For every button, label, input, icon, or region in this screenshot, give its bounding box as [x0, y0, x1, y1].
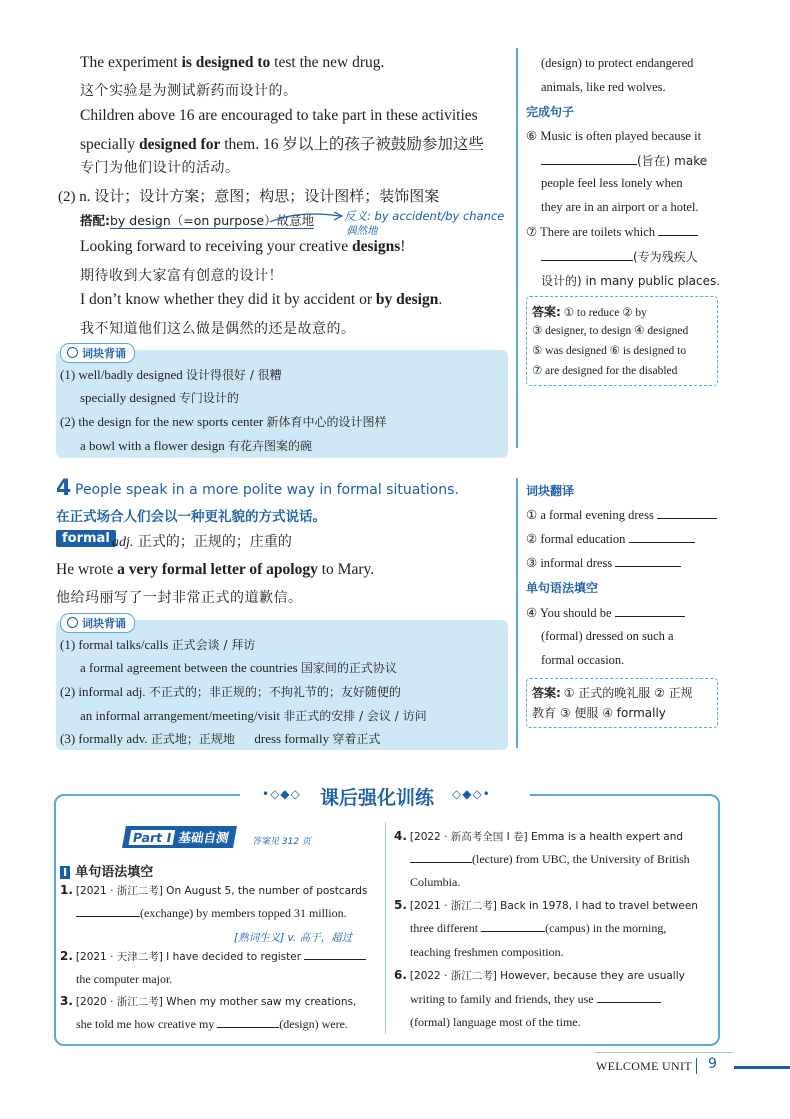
exercise-q1-line-2: (exchange) by members topped 31 million.: [76, 906, 347, 921]
arrow-icon: [268, 208, 348, 228]
footer-accent-bar: [734, 1066, 790, 1069]
side1-line-2: animals, like red wolves.: [541, 80, 666, 94]
example-translation-3: 期待收到大家富有创意的设计！: [80, 268, 283, 284]
exercise-q5-line-3: teaching freshmen composition.: [410, 945, 564, 959]
formal-example: He wrote a very formal letter of apology to Mary.: [56, 561, 375, 578]
example-sentence-2: Children above 16 are encouraged to take part in these activities: [80, 107, 478, 124]
exercise-q5-line-2: three different (campus) in the morning,: [410, 921, 667, 935]
side1-answer-line-1: 答案: ① to reduce ② by: [532, 305, 647, 319]
exercise-q6-line-2: writing to family and friends, they use: [410, 992, 661, 1007]
section-translation: 在正式场合人们会以一种更礼貌的方式说话。: [56, 509, 326, 525]
vocab1-line-3: (2) the design for the new sports center 新体育中心的设计图样: [60, 414, 387, 429]
side2-q2: ② formal education: [526, 531, 695, 547]
side1-answer-line-4: ⑦ are designed for the disabled: [532, 365, 678, 377]
side2-heading-1: 词块翻译: [526, 484, 575, 498]
side2-answer-line-2: 教育 ③ 便服 ④ formally: [532, 706, 666, 720]
example-sentence-2-cont: specially designed for them. 16 岁以上的孩子被鼓励参加这些: [80, 136, 484, 153]
answer-reference: 答案见 312 页: [252, 837, 311, 847]
exercise-q3-line-1: 3. [2020 · 浙江二考] When my mother saw my creations,: [60, 994, 357, 1008]
section-number: 4: [56, 476, 72, 501]
side1-answer-line-3: ⑤ was designed ⑥ is designed to: [532, 345, 687, 357]
side1-q7-line-3: 设计的) in many public places.: [541, 274, 721, 288]
exercise-q1-note: [熟词生义] v. 高于，超过: [234, 932, 353, 944]
vocab-tag-2: 词块背诵: [60, 613, 135, 633]
side1-q6-line-1: ⑥ Music is often played because it: [526, 129, 702, 143]
side2-q1: ① a formal evening dress: [526, 507, 717, 523]
side1-line-1: (design) to protect endangered: [541, 56, 694, 70]
side1-answer-line-2: ③ designer, to design ④ designed: [532, 325, 689, 337]
exercise-q2-line-1: 2. [2021 · 天津二考] I have decided to register: [60, 949, 366, 964]
side2-q4-line-1: ④ You should be: [526, 605, 685, 621]
side2-answer-line-1: 答案: ① 正式的晚礼服 ② 正规: [532, 686, 693, 700]
side1-q6-line-3: people feel less lonely when: [541, 176, 683, 190]
side2-heading-2: 单句语法填空: [526, 581, 599, 595]
subsection-title: Ⅰ 单句语法填空: [60, 861, 153, 880]
vocab-tag-1: 词块背诵: [60, 343, 135, 363]
side2-q4-line-2: (formal) dressed on such a: [541, 629, 674, 643]
exercise-q1-line-1: 1. [2021 · 浙江二考] On August 5, the number of postcards: [60, 883, 368, 897]
side1-q7-line-1: ⑦ There are toilets which: [526, 224, 698, 240]
exercise-q3-line-2: she told me how creative my (design) were.: [76, 1017, 348, 1031]
exercise-q4-line-2: (lecture) from UBC, the University of British: [410, 852, 690, 867]
side1-q6-line-2: (旨在) make: [541, 152, 707, 169]
vocab2-line-5: (3) formally adv. 正式地；正规地 dress formally 穿着正式: [60, 731, 381, 746]
example-sentence-1: The experiment is designed to test the new drug.: [80, 54, 385, 71]
side2-q4-line-3: formal occasion.: [541, 653, 625, 667]
example-sentence-4: I don’t know whether they did it by accident or by design.: [80, 291, 443, 308]
headword-definition: adj. 正式的；正规的；庄重的: [112, 534, 292, 550]
side1-q7-line-2: (专为残疾人: [541, 248, 698, 265]
exercise-q5-line-1: 5. [2021 · 浙江二考] Back in 1978, I had to travel between: [394, 898, 698, 912]
exercise-q6-line-1: 6. [2022 · 浙江二考] However, because they are usually: [394, 968, 685, 982]
recite-icon: [67, 617, 78, 628]
vocab1-line-4: a bowl with a flower design 有花卉图案的碗: [80, 438, 313, 453]
footer-rule: [594, 1052, 734, 1053]
exercise-title: 课后强化训练: [320, 787, 435, 809]
vocab1-line-2: specially designed 专门设计的: [80, 390, 239, 405]
vocab2-line-4: an informal arrangement/meeting/visit 非正式的安排 / 会议 / 访问: [80, 708, 427, 723]
side2-q3: ③ informal dress: [526, 555, 681, 571]
example-translation-2: 专门为他们设计的活动。: [80, 160, 240, 176]
vocab2-line-1: (1) formal talks/calls 正式会谈 / 拜访: [60, 637, 256, 652]
title-ornament-right: ◇◆◇•: [452, 787, 491, 801]
collocation: 搭配:by design（=on purpose）故意地: [80, 213, 315, 228]
side1-q6-line-4: they are in an airport or a hotel.: [541, 200, 699, 214]
part-badge: Part Ⅰ 基础自测: [122, 826, 237, 848]
side-divider-2: [516, 478, 518, 748]
page-number: 9: [708, 1056, 717, 1072]
vocab2-line-3: (2) informal adj. 不正式的；非正规的；不拘礼节的；友好随便的: [60, 684, 401, 699]
section-sentence: People speak in a more polite way in formal situations.: [75, 482, 459, 498]
vocab2-line-2: a formal agreement between the countries 国家间的正式协议: [80, 660, 397, 675]
exercise-column-divider: [385, 822, 386, 1034]
vocab1-line-1: (1) well/badly designed 设计得很好 / 很糟: [60, 367, 282, 382]
exercise-q6-line-3: (formal) language most of the time.: [410, 1015, 581, 1029]
antonym-note-meaning: 偶然地: [346, 225, 378, 237]
formal-example-translation: 他给玛丽写了一封非常正式的道歉信。: [56, 590, 303, 606]
exercise-q2-line-2: the computer major.: [76, 972, 173, 986]
footer-unit: WELCOME UNIT: [596, 1059, 692, 1073]
exercise-q4-line-3: Columbia.: [410, 875, 461, 889]
side1-heading: 完成句子: [526, 105, 575, 119]
recite-icon: [67, 347, 78, 358]
example-translation-4: 我不知道他们这么做是偶然的还是故意的。: [80, 321, 356, 337]
example-translation-1: 这个实验是为测试新药而设计的。: [80, 83, 298, 99]
example-sentence-3: Looking forward to receiving your creative designs!: [80, 238, 406, 255]
headword-formal: formal: [56, 530, 116, 547]
footer-separator: [696, 1058, 697, 1074]
antonym-note: 反义: by accident/by chance: [344, 209, 505, 223]
sense-2-heading: (2) n. 设计；设计方案；意图；构思；设计图样；装饰图案: [58, 189, 440, 205]
title-ornament-left: •◇◆◇: [262, 787, 301, 801]
exercise-q4-line-1: 4. [2022 · 新高考全国 Ⅰ 卷] Emma is a health expert and: [394, 829, 684, 843]
side-divider-1: [516, 48, 518, 448]
